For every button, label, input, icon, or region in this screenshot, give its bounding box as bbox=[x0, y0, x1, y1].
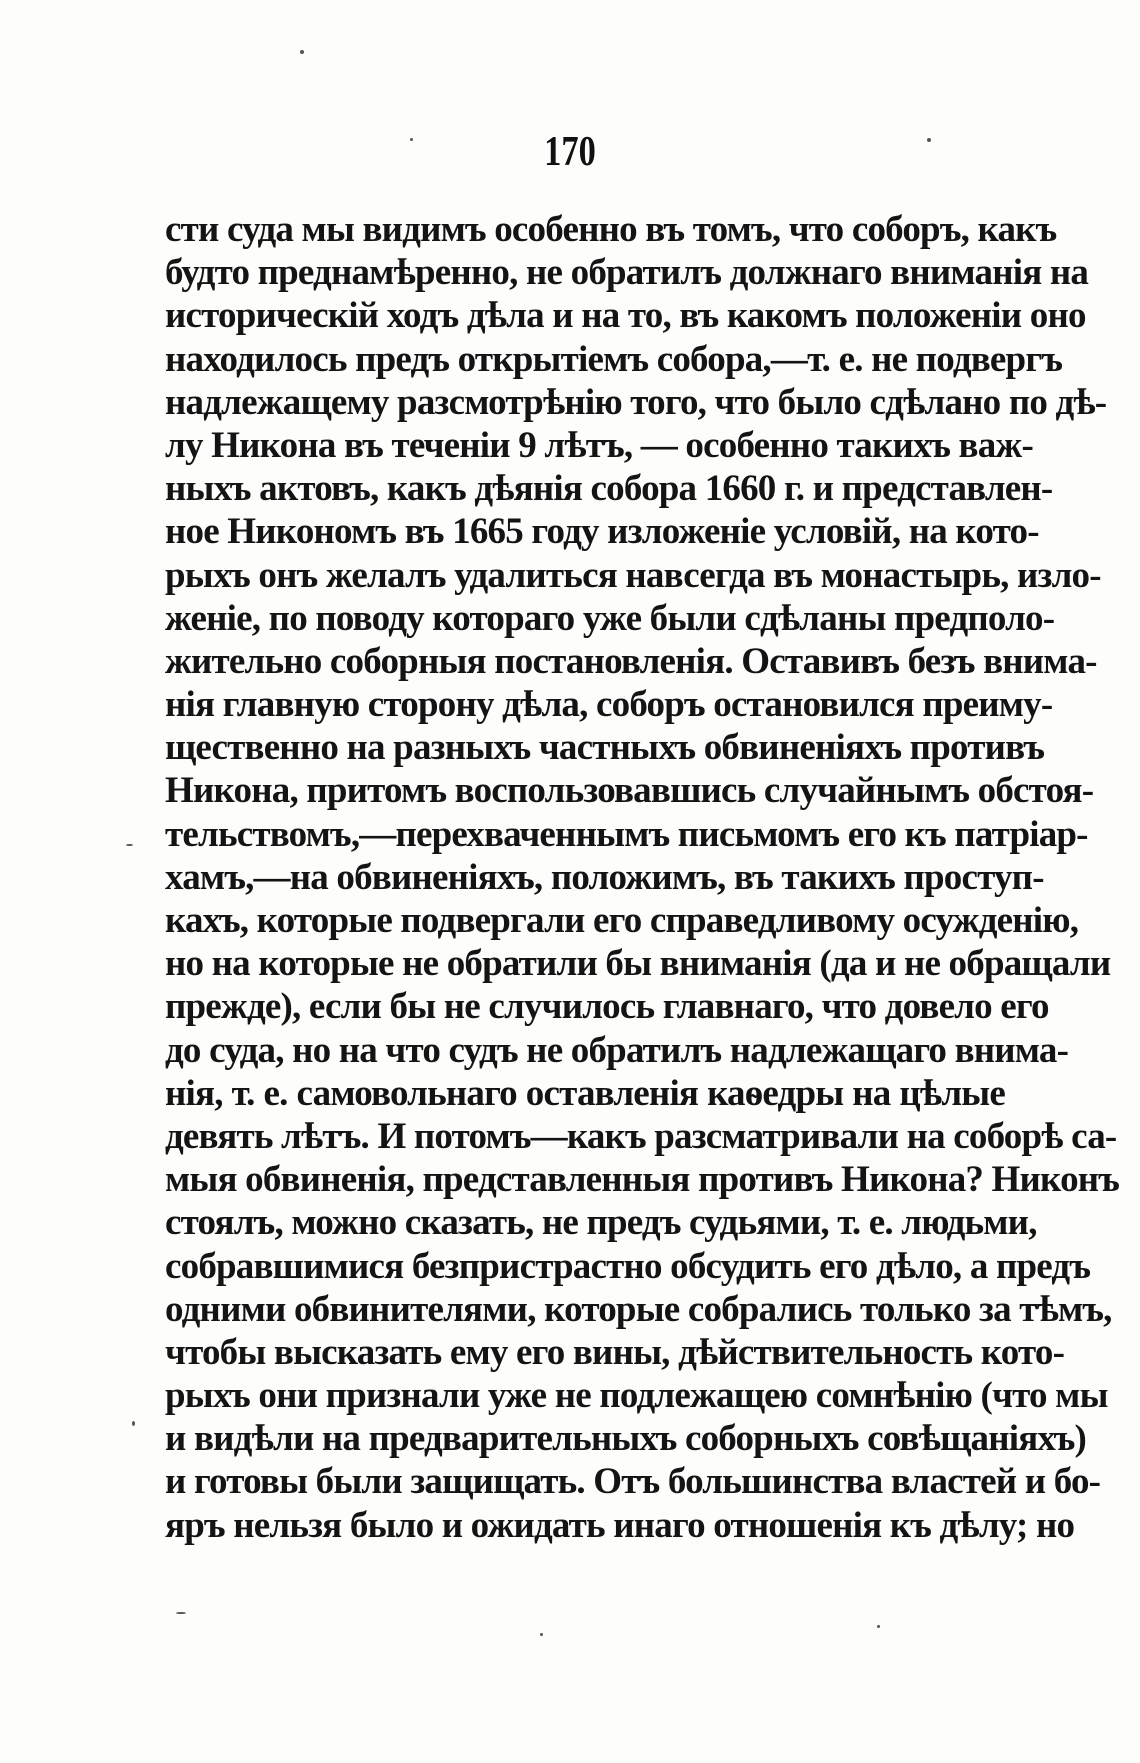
text-line: кахъ, которые подвергали его справедливому осужденію, bbox=[165, 900, 1079, 941]
text-line: нія главную сторону дѣла, соборъ остановился преиму- bbox=[165, 684, 1053, 726]
text-line: сти суда мы видимъ особенно въ томъ, что соборъ, какъ bbox=[165, 209, 1057, 250]
scan-speck bbox=[410, 138, 413, 141]
scan-speck bbox=[300, 50, 304, 54]
text-line: хамъ,—на обвиненіяхъ, положимъ, въ такихъ проступ- bbox=[165, 856, 1044, 898]
text-line: рыхъ они признали уже не подлежащею сомнѣнію (что мы bbox=[165, 1375, 1108, 1417]
scan-speck bbox=[540, 1633, 543, 1636]
body-text bbox=[165, 208, 1120, 1547]
text-line: щественно на разныхъ частныхъ обвиненіяхъ противъ bbox=[165, 727, 1045, 769]
text-line: яръ нельзя было и ожидать инаго отношенія къ дѣлу; но bbox=[165, 1504, 1075, 1546]
scan-speck bbox=[877, 1625, 880, 1628]
text-line: стоялъ, можно сказать, не предъ судьями, т. е. людьми, bbox=[165, 1202, 1037, 1244]
text-line: ное Никономъ въ 1665 году изложеніе условій, на кото- bbox=[165, 511, 1039, 553]
text-line: прежде), если бы не случилось главнаго, что довело его bbox=[165, 986, 1049, 1028]
text-line: но на которые не обратили бы вниманія (да и не обращали bbox=[165, 943, 1111, 985]
scan-speck bbox=[176, 1612, 186, 1614]
text-line: девять лѣтъ. И потомъ—какъ разсматривали на соборѣ са- bbox=[165, 1115, 1117, 1157]
text-line: женіе, по поводу котораго уже были сдѣланы предполо- bbox=[165, 597, 1055, 639]
text-line: до суда, но на что судъ не обратилъ надлежащаго внима- bbox=[165, 1029, 1069, 1071]
text-line: будто преднамѣренно, не обратилъ должнаго вниманія на bbox=[165, 252, 1089, 294]
text-line: и видѣли на предварительныхъ соборныхъ совѣщаніяхъ) bbox=[165, 1418, 1087, 1460]
text-line: мыя обвиненія, представленныя противъ Никона? Никонъ bbox=[165, 1159, 1120, 1201]
text-line: рыхъ онъ желалъ удалиться навсегда въ монастырь, изло- bbox=[165, 554, 1101, 596]
text-line: надлежащему разсмотрѣнію того, что было сдѣлано по дѣ- bbox=[165, 381, 1107, 423]
scan-speck bbox=[132, 1421, 135, 1426]
text-line: тельствомъ,—перехваченнымъ письмомъ его къ патріар- bbox=[165, 813, 1088, 855]
text-line: одними обвинителями, которые собрались только за тѣмъ, bbox=[165, 1288, 1112, 1330]
text-line: чтобы высказать ему его вины, дѣйствительность кото- bbox=[165, 1331, 1065, 1373]
text-line: ныхъ актовъ, какъ дѣянія собора 1660 г. и представлен- bbox=[165, 468, 1053, 510]
text-line: собравшимися безпристрастно обсудить его дѣло, а предъ bbox=[165, 1245, 1091, 1287]
text-line: нія, т. е. самовольнаго оставленія каѳедры на цѣлые bbox=[165, 1072, 1005, 1114]
scan-speck bbox=[126, 844, 133, 846]
scan-speck bbox=[927, 138, 931, 142]
text-line: Никона, притомъ воспользовавшись случайнымъ обстоя- bbox=[165, 770, 1094, 812]
text-line: жительно соборныя постановленія. Оставивъ безъ внима- bbox=[165, 640, 1097, 682]
text-line: лу Никона въ теченіи 9 лѣтъ, — особенно такихъ важ- bbox=[165, 424, 1033, 466]
text-line: историческій ходъ дѣла и на то, въ какомъ положеніи оно bbox=[165, 295, 1086, 337]
text-line: и готовы были защищать. Отъ большинства властей и бо- bbox=[165, 1461, 1101, 1503]
page-number: 170 bbox=[544, 129, 596, 175]
text-line: находилось предъ открытіемъ собора,—т. е. не подвергъ bbox=[165, 338, 1063, 380]
